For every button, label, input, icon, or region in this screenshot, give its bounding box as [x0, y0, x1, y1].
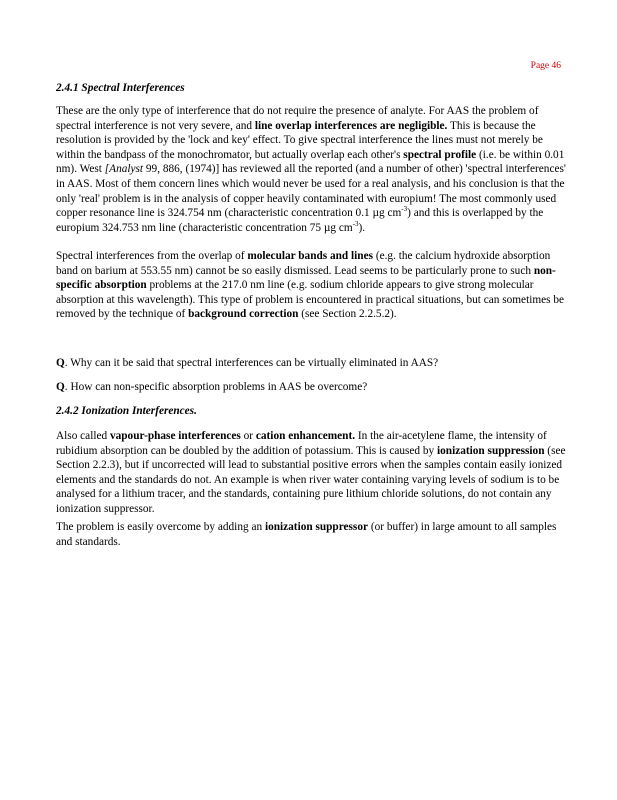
bold-term: vapour-phase interferences [109, 430, 241, 442]
text-run: These are the only type of interference that do not require the presence of analyte. For AAS the problem of spectral interference is not very severe, and [56, 105, 539, 132]
page-number: Page 46 [530, 61, 561, 71]
superscript: -3 [352, 219, 359, 228]
question-1 [56, 356, 568, 371]
bold-term: background correction [188, 308, 299, 321]
superscript: -3 [401, 205, 408, 214]
question-label: Q [56, 381, 65, 393]
paragraph-ionization-2 [56, 520, 568, 549]
text-run: Also called [56, 430, 110, 442]
text-run: Spectral interferences from the overlap of [56, 250, 248, 262]
bold-term: spectral profile [403, 148, 477, 161]
bold-term: ionization suppressor [264, 521, 368, 533]
text-run: This is because the resolution is provided by the 'lock and key' effect. To give spectral interference the lines must not merely be within the bandpass of the monochromator, but actually overlap each other's [56, 119, 543, 161]
section-heading-spectral: 2.4.1 Spectral Interferences [56, 82, 185, 94]
text-run: ). [358, 221, 366, 234]
text-run: (see Section 2.2.3), but if uncorrected will lead to substantial positive errors when the samples contain easily ionized elements and the standards do not. An example is when river water containing varying levels of sodium is to be analysed for a lithium tracer, and the standards, containing pure lithium chloride solutions, do not contain any ionization suppressor. [56, 444, 566, 515]
section-heading-ionization: 2.4.2 Ionization Interferences. [56, 405, 197, 417]
bold-term: cation enhancement. [255, 430, 356, 442]
question-label: Q [56, 357, 65, 369]
question-text: . Why can it be said that spectral interferences can be virtually eliminated in AAS? [64, 357, 439, 369]
bold-term: non-specific absorption [56, 264, 556, 292]
text-run: 99, 886, (1974)] has reviewed all the reported (and a number of other) 'spectral interferences' in AAS. Most of them concern lines which would never be used for a real analysis, and his conclusion is that the only 'real' problem is in the analysis of copper heavily contaminated with europium! The most commonly used copper resonance line is 324.754 nm (characteristic concentration 0.1 µg cm [56, 163, 566, 220]
text-run: (see Section 2.2.5.2). [298, 308, 397, 321]
italic-citation: [Analyst [104, 163, 144, 176]
paragraph-spectral-2 [56, 249, 568, 322]
text-run: (i.e. be within 0.01 nm). West [56, 148, 565, 176]
text-run: or [240, 430, 256, 442]
bold-term: line overlap interferences are negligible. [254, 119, 448, 132]
text-run: ) and this is overlapped by the europium 324.753 nm line (characteristic concentration 75 µg cm [56, 207, 544, 234]
bold-term: ionization suppression [437, 444, 545, 457]
text-run: problems at the 217.0 nm line (e.g. sodium chloride appears to give strong molecular absorption at this wavelength). This type of problem is encountered in practical situations, but can sometimes be removed by the technique of [56, 279, 565, 321]
paragraph-ionization-1 [56, 429, 568, 517]
question-2 [56, 380, 568, 395]
text-run: The problem is easily overcome by adding an [56, 521, 265, 533]
text-run: (or buffer) in large amount to all samples and standards. [56, 521, 557, 548]
question-text: . How can non-specific absorption problems in AAS be overcome? [64, 381, 368, 393]
paragraph-spectral-1 [56, 104, 568, 235]
text-run: In the air-acetylene flame, the intensity of rubidium absorption can be doubled by the addition of potassium. This is caused by [56, 430, 547, 457]
bold-term: molecular bands and lines [247, 250, 373, 262]
text-run: (e.g. the calcium hydroxide absorption band on barium at 553.55 nm) cannot be so easily dismissed. Lead seems to be particularly prone to such [56, 250, 551, 277]
